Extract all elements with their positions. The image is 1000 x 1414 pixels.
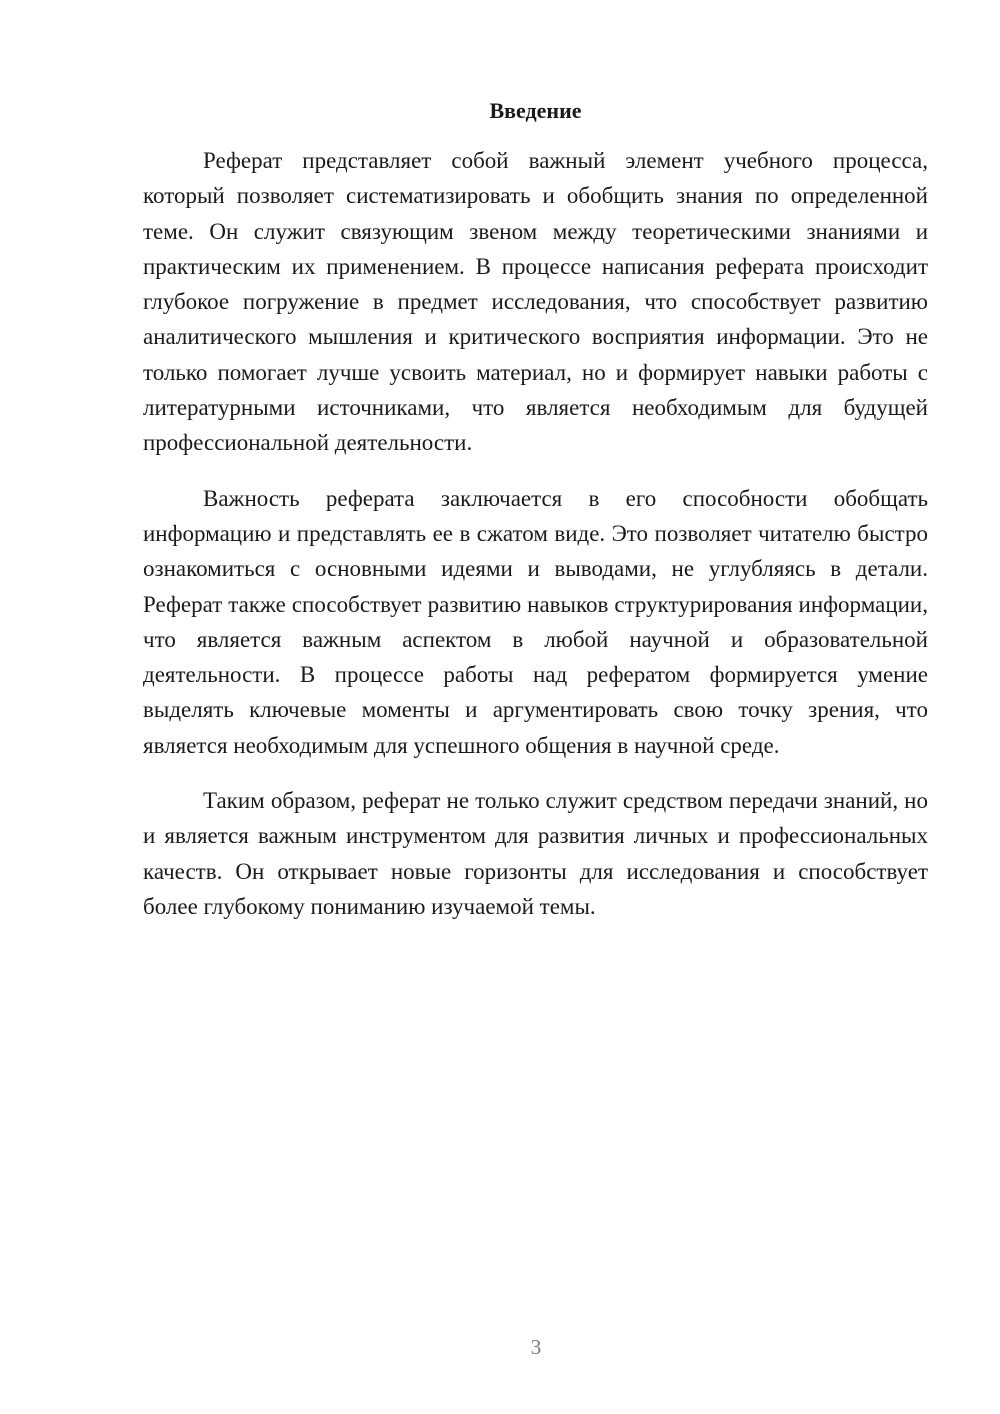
page-number: 3 [530,1335,542,1359]
body-text [143,143,928,944]
paragraph-2: Важность реферата заключается в его способности обобщать информацию и представлять ее в сжатом виде. Это позволяет читателю быстро ознакомиться с основными идеями и выводами, не углубляясь в детали. Реферат также способствует развитию навыков структурирования информации, что является важным аспектом в любой научной и образовательной деятельности. В процессе работы над рефератом формируется умение выделять ключевые моменты и аргументировать свою точку зрения, что является необходимым для успешного общения в научной среде. [143,485,928,758]
paragraph-1: Реферат представляет собой важный элемент учебного процесса, который позволяет систематизировать и обобщить знания по определенной теме. Он служит связующим звеном между теоретическими знаниями и практическим их применением. В процессе написания реферата происходит глубокое погружение в предмет исследования, что способствует развитию аналитического мышления и критического восприятия информации. Это не только помогает лучше усвоить материал, но и формирует навыки работы с литературными источниками, что является необходимым для будущей профессиональной деятельности. [143,148,928,456]
paragraph-3: Таким образом, реферат не только служит средством передачи знаний, но и является важным инструментом для развития личных и профессиональных качеств. Он открывает новые горизонты для исследования и способствует более глубокому пониманию изучаемой темы. [143,788,928,919]
section-title: Введение [489,98,582,123]
